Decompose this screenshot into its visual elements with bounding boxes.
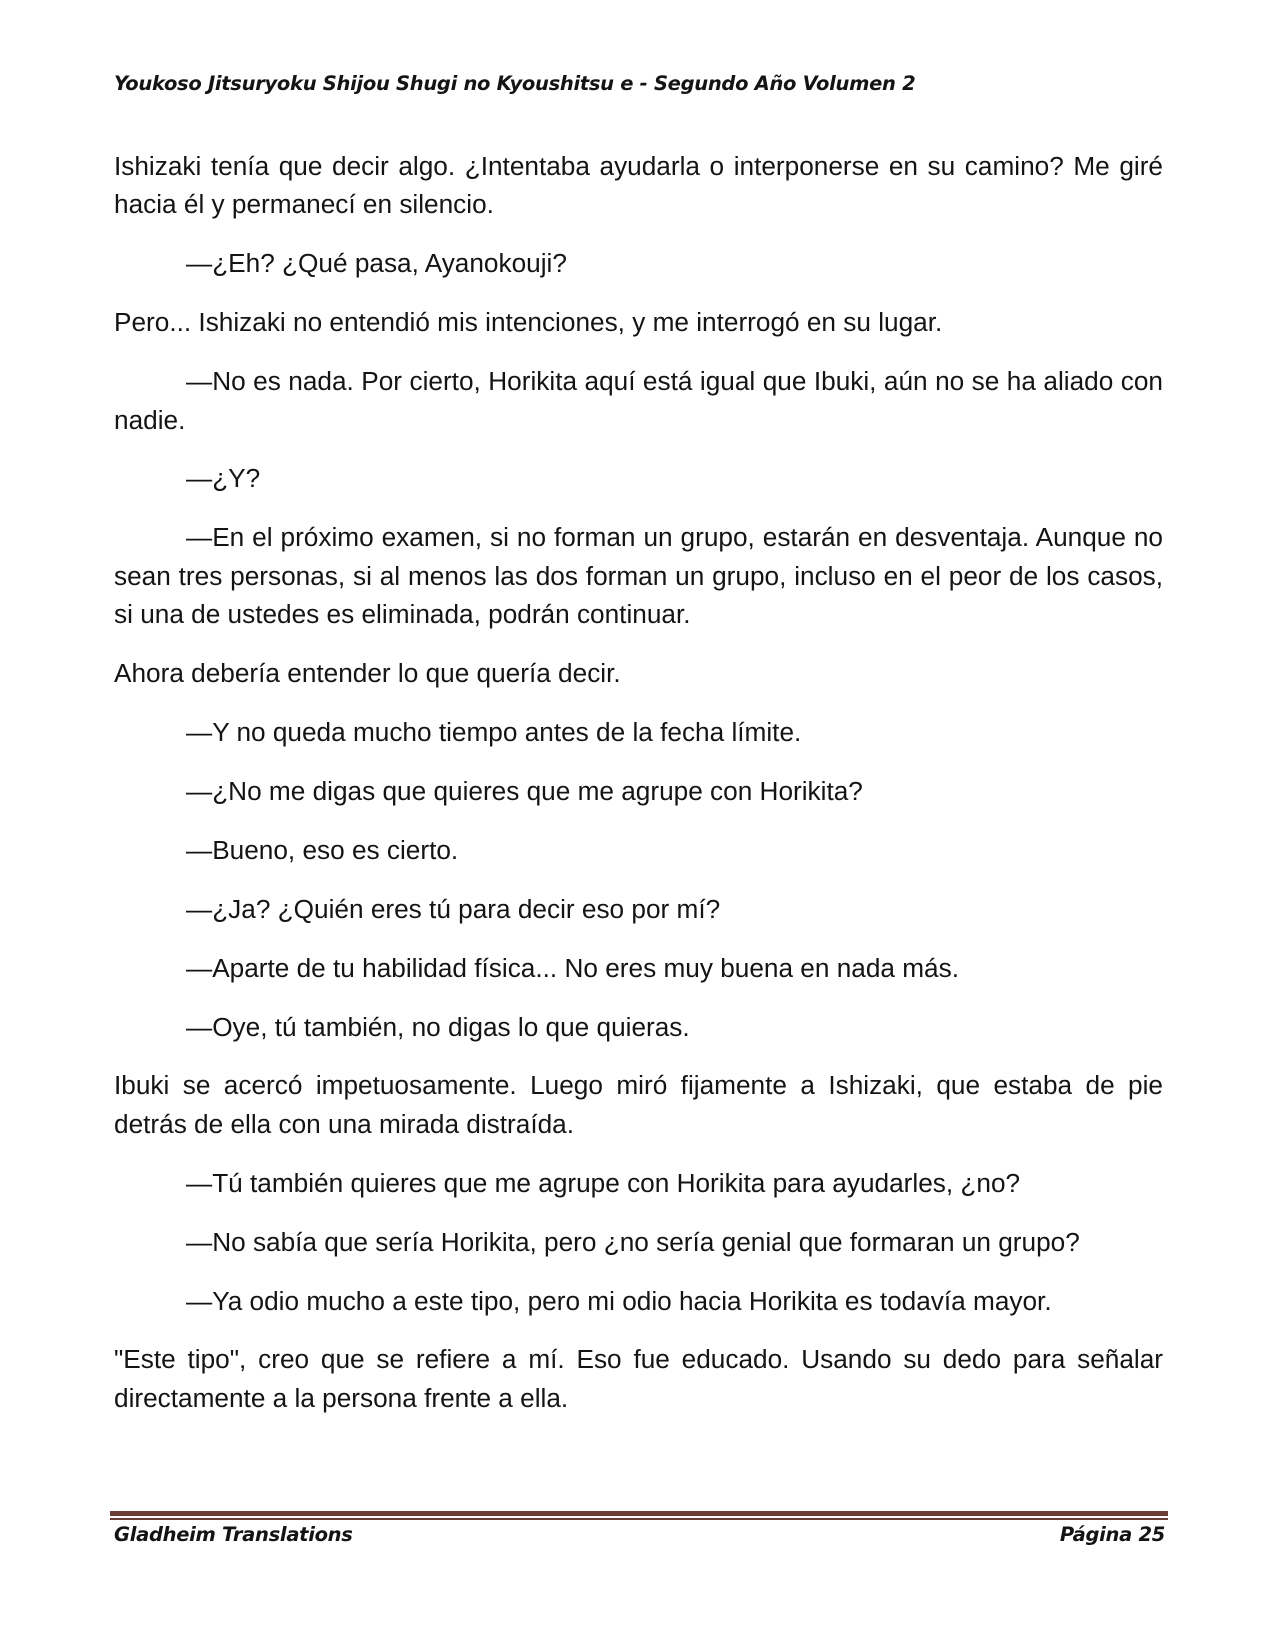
footer-divider-thick bbox=[110, 1511, 1168, 1516]
dialogue-paragraph: —Y no queda mucho tiempo antes de la fecha límite. bbox=[186, 716, 802, 747]
footer-divider bbox=[110, 1511, 1168, 1520]
dialogue-paragraph: —En el próximo examen, si no forman un grupo, estarán en desventaja. Aunque no sean tres personas, si al menos las dos forman un grupo, incluso en el peor de los casos, si una de ustedes es eliminada, podrán continuar. bbox=[114, 522, 1163, 630]
narration-paragraph: Ahora debería entender lo que quería decir. bbox=[114, 658, 621, 689]
dialogue-paragraph: —¿Ja? ¿Quién eres tú para decir eso por mí? bbox=[186, 893, 721, 924]
dialogue-paragraph: —¿Y? bbox=[186, 463, 261, 494]
dialogue-paragraph: —Ya odio mucho a este tipo, pero mi odio hacia Horikita es todavía mayor. bbox=[186, 1285, 1052, 1316]
narration-paragraph: Ibuki se acercó impetuosamente. Luego miró fijamente a Ishizaki, que estaba de pie detrás de ella con una mirada distraída. bbox=[114, 1070, 1163, 1139]
dialogue-paragraph: —Aparte de tu habilidad física... No eres muy buena en nada más. bbox=[186, 952, 959, 983]
footer-credit: Gladheim Translations bbox=[114, 1523, 353, 1546]
narration-paragraph: Ishizaki tenía que decir algo. ¿Intentaba ayudarla o interponerse en su camino? Me giré hacia él y permanecí en silencio. bbox=[114, 151, 1163, 220]
page-header bbox=[114, 72, 1164, 95]
footer-divider-thin bbox=[110, 1518, 1168, 1520]
dialogue-paragraph: —No es nada. Por cierto, Horikita aquí está igual que Ibuki, aún no se ha aliado con nadie. bbox=[114, 366, 1163, 435]
narration-paragraph: Pero... Ishizaki no entendió mis intenciones, y me interrogó en su lugar. bbox=[114, 307, 943, 338]
body-text bbox=[114, 147, 1163, 1438]
dialogue-paragraph: —No sabía que sería Horikita, pero ¿no sería genial que formaran un grupo? bbox=[186, 1226, 1080, 1257]
narration-paragraph: "Este tipo", creo que se refiere a mí. Eso fue educado. Usando su dedo para señalar directamente a la persona frente a ella. bbox=[114, 1344, 1163, 1413]
dialogue-paragraph: —Tú también quieres que me agrupe con Horikita para ayudarles, ¿no? bbox=[186, 1167, 1021, 1198]
dialogue-paragraph: —Oye, tú también, no digas lo que quieras. bbox=[186, 1011, 690, 1042]
dialogue-paragraph: —¿Eh? ¿Qué pasa, Ayanokouji? bbox=[186, 248, 567, 279]
book-title: Youkoso Jitsuryoku Shijou Shugi no Kyoushitsu e - Segundo Año Volumen 2 bbox=[114, 72, 916, 95]
page-number: Página 25 bbox=[1059, 1523, 1165, 1546]
dialogue-paragraph: —¿No me digas que quieres que me agrupe con Horikita? bbox=[186, 775, 863, 806]
dialogue-paragraph: —Bueno, eso es cierto. bbox=[186, 834, 459, 865]
